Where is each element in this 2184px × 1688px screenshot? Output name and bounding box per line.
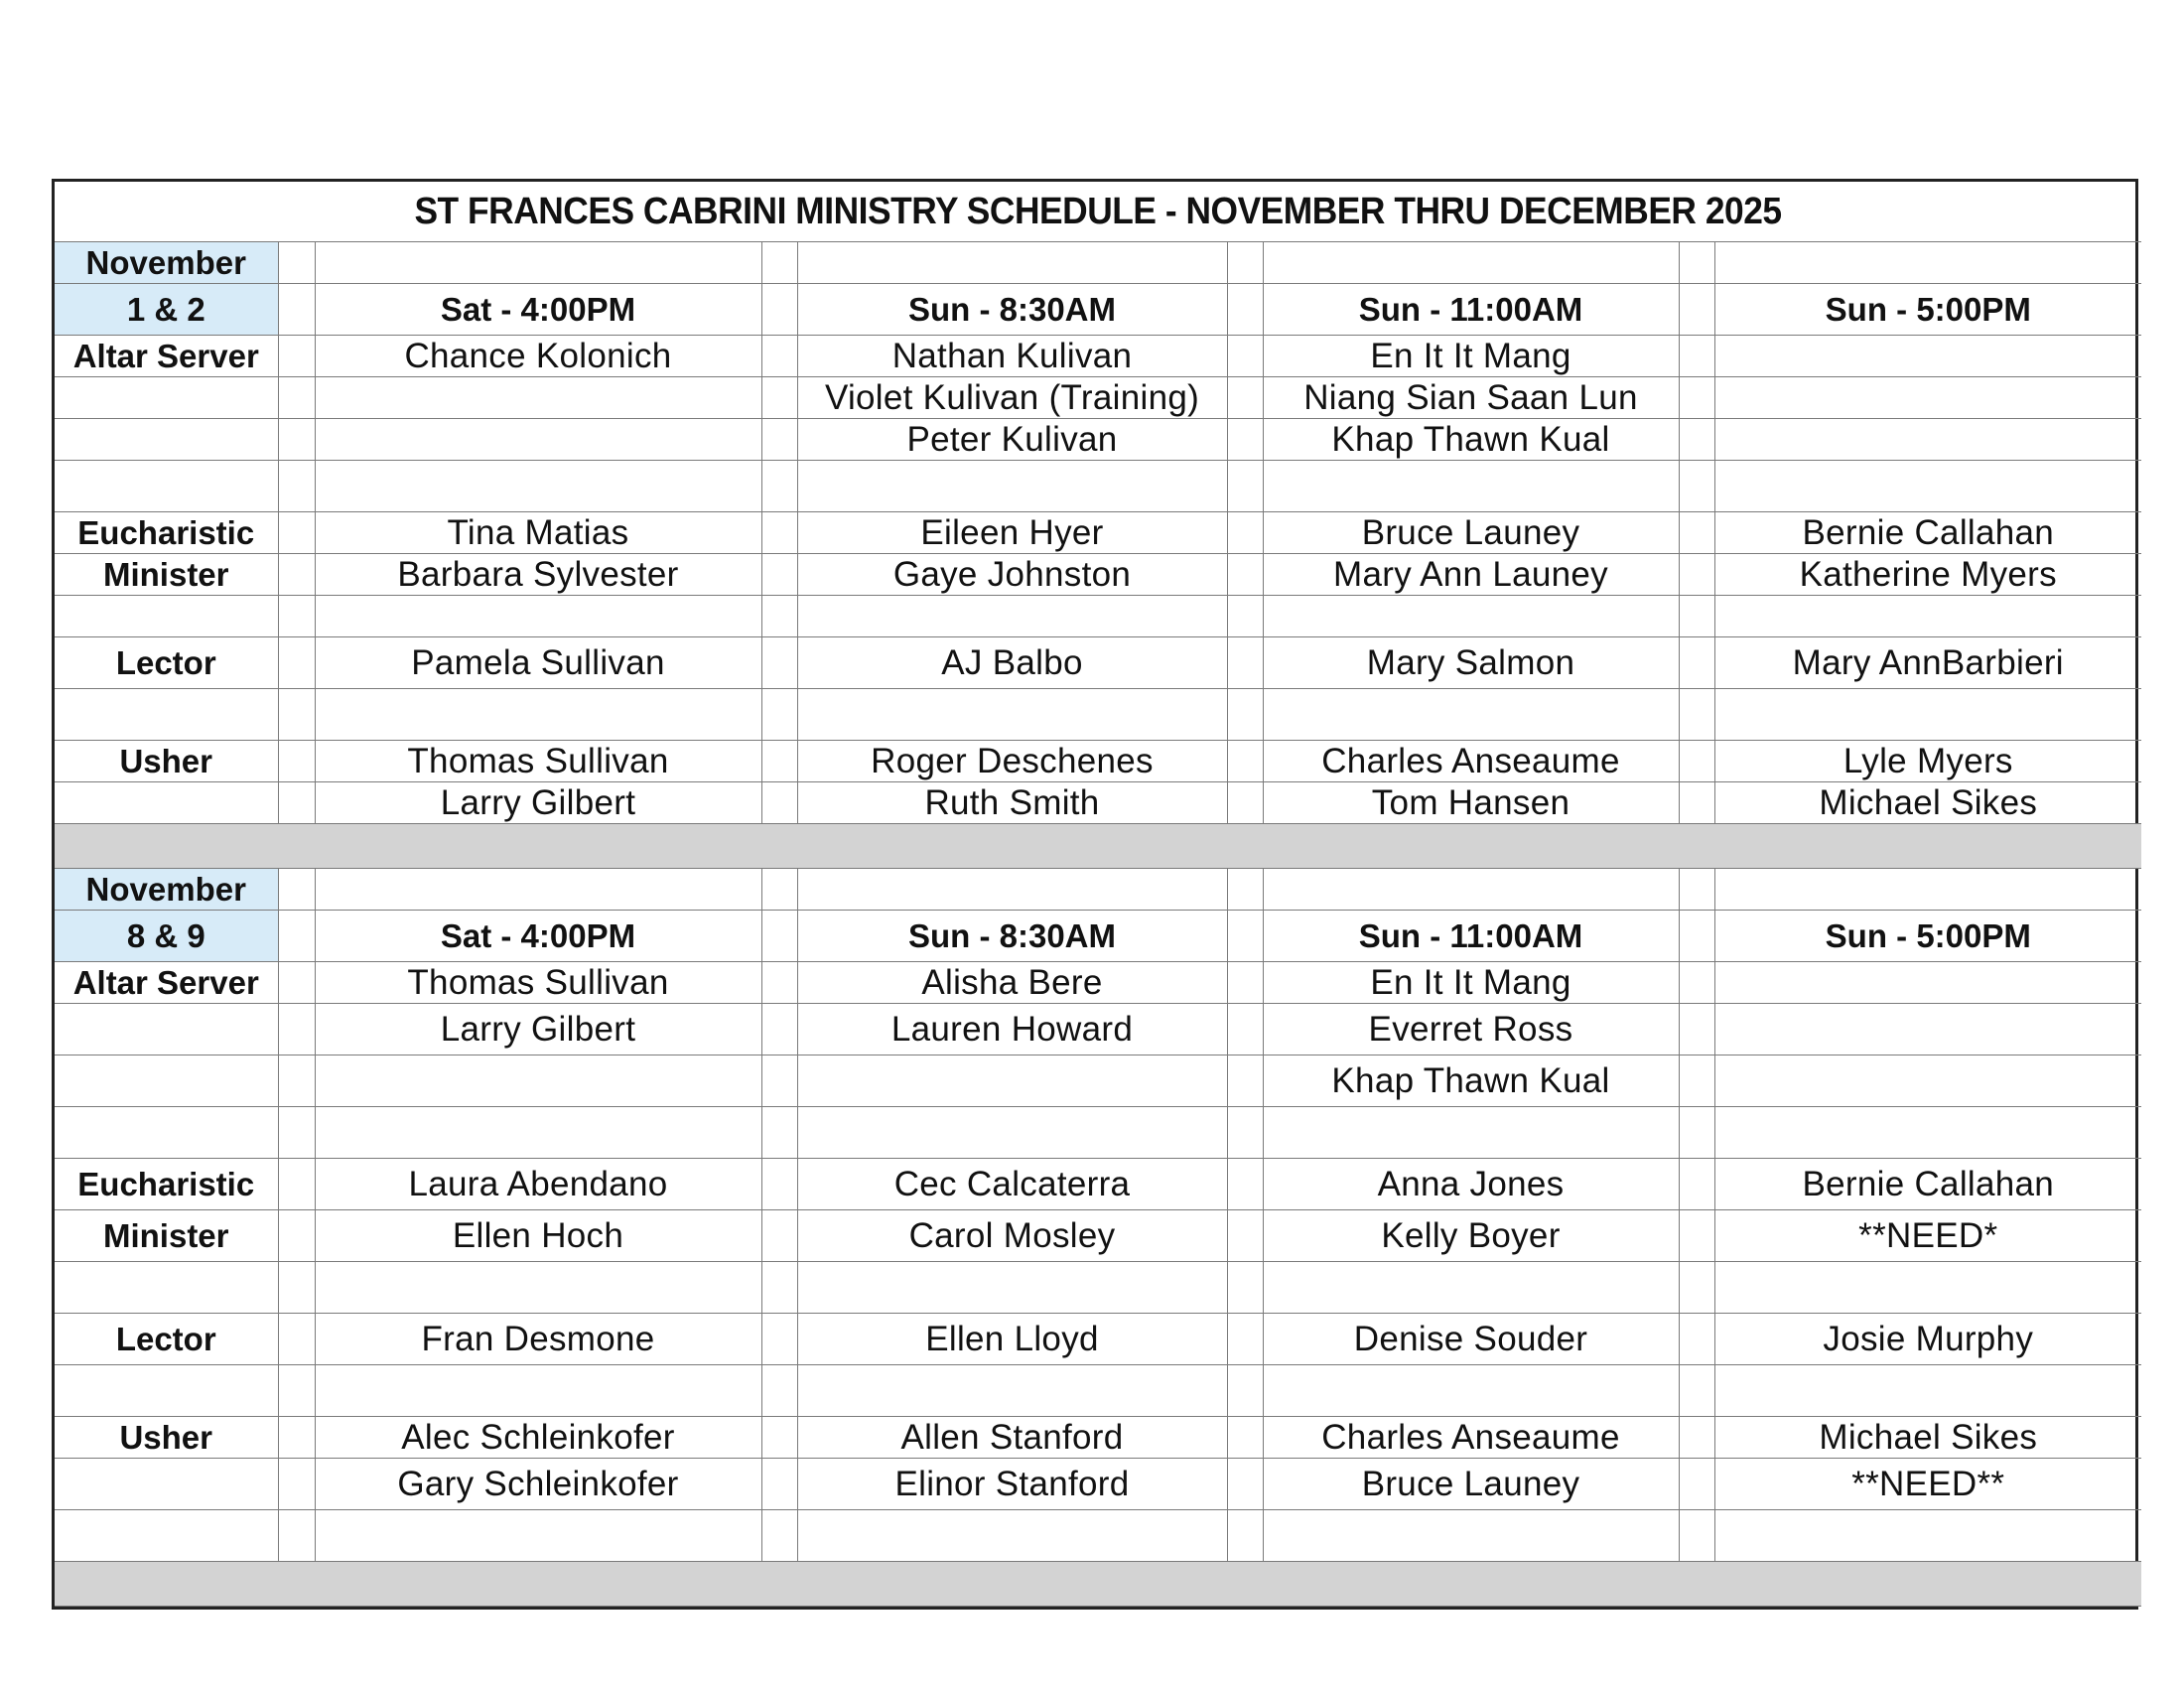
spacer-cell (278, 741, 315, 782)
row-label-empty (55, 596, 278, 637)
minister-name: Mary Ann Launey (1263, 554, 1679, 596)
empty-cell (1714, 1262, 2141, 1314)
minister-name (1714, 1004, 2141, 1055)
spacer-cell (1227, 1417, 1263, 1459)
spacer-cell (1227, 1365, 1263, 1417)
spacer-cell (278, 1004, 315, 1055)
spacer-cell (1227, 512, 1263, 554)
minister-name: Violet Kulivan (Training) (797, 377, 1227, 419)
minister-name (315, 419, 761, 461)
spacer-cell (1679, 911, 1714, 962)
spacer-cell (278, 1417, 315, 1459)
spacer-cell (761, 689, 797, 741)
spacer-cell (278, 962, 315, 1004)
mass-time-header: Sat - 4:00PM (315, 911, 761, 962)
spacer-cell (1227, 1510, 1263, 1562)
spacer-cell (1679, 596, 1714, 637)
table-row (55, 962, 2141, 1004)
minister-name: Bernie Callahan (1714, 1159, 2141, 1210)
empty-cell (1263, 1107, 1679, 1159)
spacer-cell (1227, 1107, 1263, 1159)
minister-name: Charles Anseaume (1263, 741, 1679, 782)
table-row (55, 824, 2141, 869)
spacer-cell (1679, 741, 1714, 782)
minister-name: Carol Mosley (797, 1210, 1227, 1262)
spacer-cell (278, 1159, 315, 1210)
minister-name: Charles Anseaume (1263, 1417, 1679, 1459)
spacer-cell (1679, 284, 1714, 336)
table-row (55, 869, 2141, 911)
minister-name (1714, 336, 2141, 377)
spacer-cell (1679, 242, 1714, 284)
minister-name: Elinor Stanford (797, 1459, 1227, 1510)
table-row (55, 782, 2141, 824)
minister-name: Khap Thawn Kual (1263, 419, 1679, 461)
role-label-minister: Minister (55, 1210, 278, 1262)
empty-cell (315, 1510, 761, 1562)
minister-name: Chance Kolonich (315, 336, 761, 377)
minister-name: Cec Calcaterra (797, 1159, 1227, 1210)
empty-cell (1714, 1510, 2141, 1562)
empty-cell (797, 869, 1227, 911)
spacer-cell (761, 1107, 797, 1159)
spacer-cell (278, 554, 315, 596)
minister-name: Peter Kulivan (797, 419, 1227, 461)
spacer-cell (1227, 461, 1263, 512)
spacer-cell (761, 1365, 797, 1417)
spacer-cell (761, 284, 797, 336)
table-row (55, 377, 2141, 419)
empty-cell (315, 1262, 761, 1314)
minister-name: Laura Abendano (315, 1159, 761, 1210)
row-label-empty (55, 1107, 278, 1159)
spacer-cell (1679, 554, 1714, 596)
minister-name: Lauren Howard (797, 1004, 1227, 1055)
minister-name: Khap Thawn Kual (1263, 1055, 1679, 1107)
spacer-cell (1227, 242, 1263, 284)
empty-cell (797, 1365, 1227, 1417)
table-row (55, 242, 2141, 284)
empty-cell (315, 1107, 761, 1159)
table-row (55, 1417, 2141, 1459)
row-label-empty (55, 1365, 278, 1417)
table-row (55, 461, 2141, 512)
minister-name: Niang Sian Saan Lun (1263, 377, 1679, 419)
minister-name (1714, 1055, 2141, 1107)
spacer-cell (278, 911, 315, 962)
spacer-cell (761, 1262, 797, 1314)
minister-name: Eileen Hyer (797, 512, 1227, 554)
spacer-cell (1227, 554, 1263, 596)
mass-time-header: Sun - 11:00AM (1263, 911, 1679, 962)
ministry-schedule-sheet (52, 179, 2138, 1610)
spacer-cell (278, 419, 315, 461)
table-row (55, 1004, 2141, 1055)
empty-cell (1714, 869, 2141, 911)
empty-cell (1714, 1107, 2141, 1159)
empty-cell (1714, 242, 2141, 284)
role-label-eucharistic: Eucharistic (55, 512, 278, 554)
empty-cell (1714, 596, 2141, 637)
row-label-empty (55, 461, 278, 512)
minister-name: Ellen Lloyd (797, 1314, 1227, 1365)
row-label-empty (55, 689, 278, 741)
spacer-cell (1679, 1365, 1714, 1417)
row-label-empty (55, 1510, 278, 1562)
empty-cell (1714, 689, 2141, 741)
spacer-cell (278, 596, 315, 637)
spacer-cell (1227, 741, 1263, 782)
empty-cell (797, 596, 1227, 637)
table-row (55, 1210, 2141, 1262)
role-label-minister: Minister (55, 554, 278, 596)
role-label-usher: Usher (55, 1417, 278, 1459)
spacer-cell (1227, 377, 1263, 419)
role-label-altar-server: Altar Server (55, 962, 278, 1004)
minister-name: En It It Mang (1263, 962, 1679, 1004)
empty-cell (797, 1262, 1227, 1314)
spacer-cell (1679, 1004, 1714, 1055)
spacer-cell (278, 1459, 315, 1510)
minister-name: Bernie Callahan (1714, 512, 2141, 554)
spacer-cell (761, 962, 797, 1004)
spacer-cell (278, 242, 315, 284)
table-row (55, 911, 2141, 962)
row-label-empty (55, 1055, 278, 1107)
empty-cell (315, 869, 761, 911)
spacer-cell (1227, 419, 1263, 461)
spacer-cell (278, 1107, 315, 1159)
empty-cell (797, 1510, 1227, 1562)
spacer-cell (1679, 869, 1714, 911)
mass-time-header: Sun - 5:00PM (1714, 911, 2141, 962)
role-label-eucharistic: Eucharistic (55, 1159, 278, 1210)
spacer-cell (761, 1004, 797, 1055)
minister-name: Anna Jones (1263, 1159, 1679, 1210)
table-row (55, 284, 2141, 336)
minister-name: Larry Gilbert (315, 782, 761, 824)
empty-cell (315, 596, 761, 637)
spacer-cell (1227, 1159, 1263, 1210)
table-row (55, 1055, 2141, 1107)
spacer-cell (1679, 1055, 1714, 1107)
table-row (55, 1459, 2141, 1510)
empty-cell (797, 689, 1227, 741)
empty-cell (315, 242, 761, 284)
empty-cell (1714, 1365, 2141, 1417)
spacer-cell (278, 689, 315, 741)
minister-name: Gaye Johnston (797, 554, 1227, 596)
minister-name (1714, 377, 2141, 419)
minister-name: Ruth Smith (797, 782, 1227, 824)
minister-name: **NEED* (1714, 1210, 2141, 1262)
minister-name: Tom Hansen (1263, 782, 1679, 824)
empty-cell (797, 1107, 1227, 1159)
spacer-cell (1679, 1510, 1714, 1562)
spacer-cell (761, 911, 797, 962)
role-label-altar-server: Altar Server (55, 336, 278, 377)
empty-cell (1263, 242, 1679, 284)
minister-name: Barbara Sylvester (315, 554, 761, 596)
spacer-cell (278, 1210, 315, 1262)
spacer-cell (1227, 689, 1263, 741)
week-date-line2: 1 & 2 (55, 284, 278, 336)
spacer-cell (761, 1510, 797, 1562)
minister-name (315, 377, 761, 419)
minister-name: En It It Mang (1263, 336, 1679, 377)
spacer-cell (761, 637, 797, 689)
schedule-table (55, 182, 2141, 1607)
spacer-cell (1679, 782, 1714, 824)
spacer-cell (1679, 461, 1714, 512)
spacer-cell (1227, 284, 1263, 336)
minister-name (1714, 419, 2141, 461)
table-row (55, 1365, 2141, 1417)
table-row (55, 554, 2141, 596)
empty-cell (1263, 689, 1679, 741)
mass-time-header: Sat - 4:00PM (315, 284, 761, 336)
empty-cell (1263, 869, 1679, 911)
minister-name: Bruce Launey (1263, 1459, 1679, 1510)
minister-name: Denise Souder (1263, 1314, 1679, 1365)
minister-name: Ellen Hoch (315, 1210, 761, 1262)
spacer-cell (761, 1459, 797, 1510)
spacer-cell (278, 336, 315, 377)
spacer-cell (1679, 1210, 1714, 1262)
spacer-cell (1679, 1159, 1714, 1210)
minister-name: Michael Sikes (1714, 782, 2141, 824)
spacer-cell (761, 869, 797, 911)
spacer-cell (1227, 637, 1263, 689)
minister-name: Thomas Sullivan (315, 741, 761, 782)
row-label-empty (55, 377, 278, 419)
spacer-cell (278, 1055, 315, 1107)
minister-name: Katherine Myers (1714, 554, 2141, 596)
spacer-cell (278, 1365, 315, 1417)
empty-cell (315, 689, 761, 741)
role-label-lector: Lector (55, 637, 278, 689)
empty-cell (797, 461, 1227, 512)
spacer-cell (1679, 1262, 1714, 1314)
minister-name: Roger Deschenes (797, 741, 1227, 782)
spacer-cell (1227, 911, 1263, 962)
table-row (55, 1510, 2141, 1562)
spacer-cell (761, 1159, 797, 1210)
table-row (55, 1159, 2141, 1210)
table-row (55, 596, 2141, 637)
spacer-cell (1227, 1314, 1263, 1365)
mass-time-header: Sun - 8:30AM (797, 911, 1227, 962)
spacer-cell (761, 461, 797, 512)
spacer-cell (278, 284, 315, 336)
spacer-cell (761, 377, 797, 419)
week-separator (55, 824, 2141, 869)
row-label-empty (55, 1459, 278, 1510)
table-row (55, 1107, 2141, 1159)
minister-name: Everret Ross (1263, 1004, 1679, 1055)
spacer-cell (1227, 1004, 1263, 1055)
table-row (55, 1262, 2141, 1314)
minister-name: Tina Matias (315, 512, 761, 554)
minister-name: Allen Stanford (797, 1417, 1227, 1459)
row-label-empty (55, 782, 278, 824)
week-date-line2: 8 & 9 (55, 911, 278, 962)
spacer-cell (1227, 1210, 1263, 1262)
spacer-cell (1679, 377, 1714, 419)
spacer-cell (278, 637, 315, 689)
empty-cell (1714, 461, 2141, 512)
spacer-cell (1227, 869, 1263, 911)
table-row (55, 741, 2141, 782)
spacer-cell (761, 1417, 797, 1459)
spacer-cell (761, 419, 797, 461)
spacer-cell (278, 1510, 315, 1562)
table-row (55, 637, 2141, 689)
schedule-title: ST FRANCES CABRINI MINISTRY SCHEDULE - NOVEMBER THRU DECEMBER 2025 (128, 182, 2069, 242)
minister-name: Larry Gilbert (315, 1004, 761, 1055)
spacer-cell (278, 377, 315, 419)
spacer-cell (1679, 962, 1714, 1004)
minister-name: Pamela Sullivan (315, 637, 761, 689)
minister-name: Fran Desmone (315, 1314, 761, 1365)
spacer-cell (278, 1314, 315, 1365)
table-row (55, 419, 2141, 461)
spacer-cell (278, 782, 315, 824)
minister-name: Lyle Myers (1714, 741, 2141, 782)
table-row (55, 689, 2141, 741)
table-row (55, 1314, 2141, 1365)
spacer-cell (761, 554, 797, 596)
row-label-empty (55, 1004, 278, 1055)
week-separator (55, 1562, 2141, 1607)
spacer-cell (1679, 1417, 1714, 1459)
empty-cell (1263, 1262, 1679, 1314)
minister-name (797, 1055, 1227, 1107)
minister-name: Bruce Launey (1263, 512, 1679, 554)
table-row (55, 336, 2141, 377)
minister-name (315, 1055, 761, 1107)
minister-name: AJ Balbo (797, 637, 1227, 689)
minister-name: Nathan Kulivan (797, 336, 1227, 377)
spacer-cell (278, 461, 315, 512)
role-label-usher: Usher (55, 741, 278, 782)
table-row (55, 512, 2141, 554)
minister-name: **NEED** (1714, 1459, 2141, 1510)
minister-name: Mary AnnBarbieri (1714, 637, 2141, 689)
mass-time-header: Sun - 8:30AM (797, 284, 1227, 336)
role-label-lector: Lector (55, 1314, 278, 1365)
spacer-cell (1679, 1459, 1714, 1510)
spacer-cell (1227, 1262, 1263, 1314)
mass-time-header: Sun - 11:00AM (1263, 284, 1679, 336)
row-label-empty (55, 419, 278, 461)
spacer-cell (1227, 336, 1263, 377)
spacer-cell (278, 869, 315, 911)
spacer-cell (761, 741, 797, 782)
minister-name: Gary Schleinkofer (315, 1459, 761, 1510)
empty-cell (315, 1365, 761, 1417)
minister-name: Alec Schleinkofer (315, 1417, 761, 1459)
minister-name: Alisha Bere (797, 962, 1227, 1004)
empty-cell (797, 242, 1227, 284)
minister-name: Josie Murphy (1714, 1314, 2141, 1365)
spacer-cell (761, 782, 797, 824)
minister-name: Mary Salmon (1263, 637, 1679, 689)
spacer-cell (761, 1210, 797, 1262)
spacer-cell (761, 242, 797, 284)
spacer-cell (761, 1055, 797, 1107)
spacer-cell (761, 596, 797, 637)
spacer-cell (761, 336, 797, 377)
spacer-cell (1679, 689, 1714, 741)
spacer-cell (1227, 596, 1263, 637)
week-date-line1: November (55, 869, 278, 911)
empty-cell (1263, 1365, 1679, 1417)
minister-name (1714, 962, 2141, 1004)
spacer-cell (278, 512, 315, 554)
spacer-cell (761, 1314, 797, 1365)
week-date-line1: November (55, 242, 278, 284)
empty-cell (1263, 1510, 1679, 1562)
spacer-cell (1679, 1314, 1714, 1365)
spacer-cell (761, 512, 797, 554)
minister-name: Kelly Boyer (1263, 1210, 1679, 1262)
empty-cell (1263, 461, 1679, 512)
mass-time-header: Sun - 5:00PM (1714, 284, 2141, 336)
spacer-cell (1227, 1459, 1263, 1510)
empty-cell (315, 461, 761, 512)
minister-name: Thomas Sullivan (315, 962, 761, 1004)
empty-cell (1263, 596, 1679, 637)
spacer-cell (1227, 782, 1263, 824)
spacer-cell (1227, 962, 1263, 1004)
row-label-empty (55, 1262, 278, 1314)
spacer-cell (1679, 637, 1714, 689)
spacer-cell (1227, 1055, 1263, 1107)
spacer-cell (278, 1262, 315, 1314)
spacer-cell (1679, 419, 1714, 461)
spacer-cell (1679, 1107, 1714, 1159)
minister-name: Michael Sikes (1714, 1417, 2141, 1459)
table-row (55, 1562, 2141, 1607)
spacer-cell (1679, 512, 1714, 554)
spacer-cell (1679, 336, 1714, 377)
